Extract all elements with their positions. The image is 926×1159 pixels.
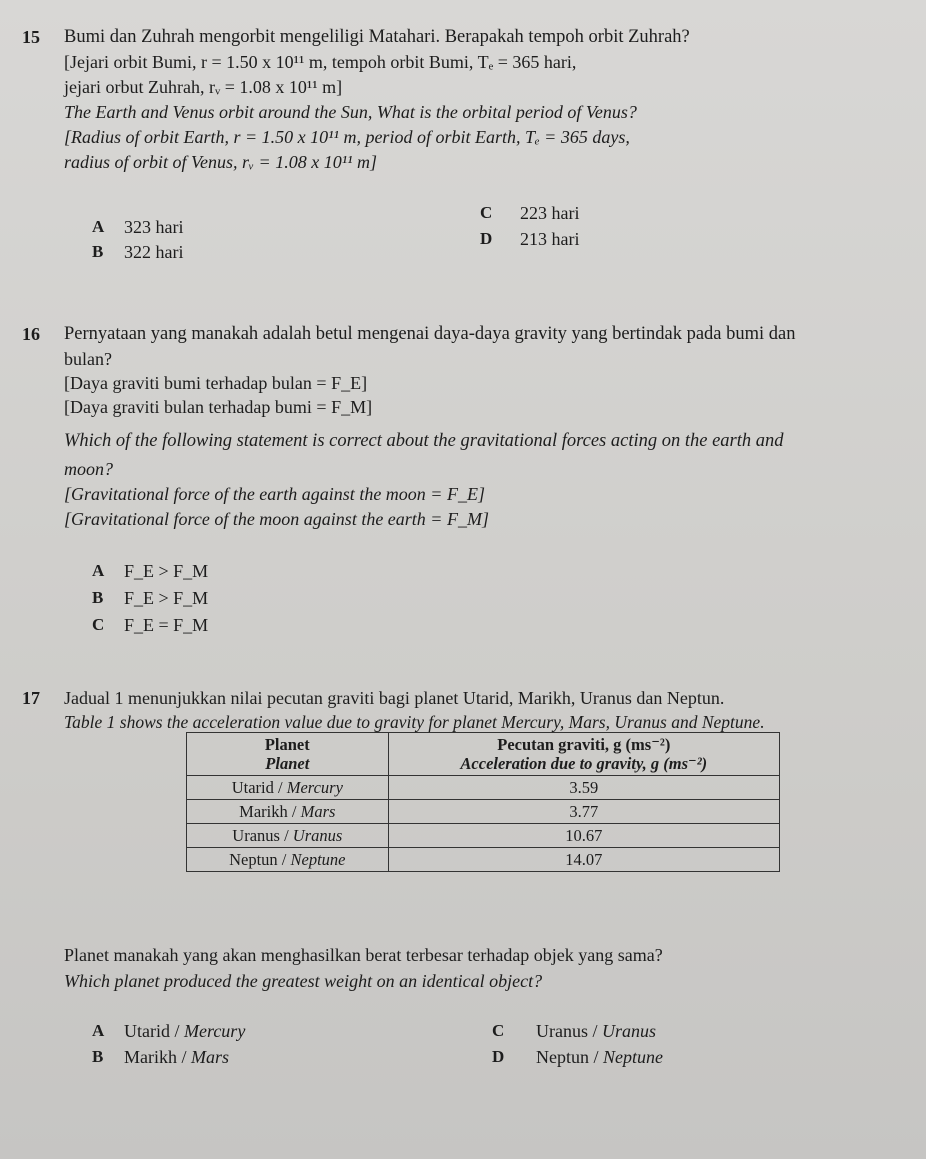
q15-option-c-letter[interactable]: C	[480, 203, 493, 222]
option-ms: Utarid	[124, 1021, 170, 1041]
q15-option-a-text[interactable]: 323 hari	[124, 217, 184, 237]
gravity-cell: 14.07	[388, 848, 779, 872]
planet-cell: Utarid / Mercury	[187, 776, 389, 800]
table-row	[187, 776, 780, 800]
planet-en: Mars	[300, 802, 336, 821]
header-planet-ms: Planet	[264, 735, 310, 754]
q17-option-a-letter[interactable]: A	[92, 1021, 105, 1040]
option-en: Mars	[191, 1047, 230, 1067]
option-ms: Uranus	[536, 1021, 588, 1041]
q17-ms-question: Planet manakah yang akan menghasilkan berat terbesar terhadap objek yang sama?	[64, 945, 663, 965]
q15-option-b-letter[interactable]: B	[92, 242, 104, 261]
q17-option-d-letter[interactable]: D	[492, 1047, 505, 1066]
header-gravity-ms: Pecutan graviti, g (ms⁻²)	[497, 735, 671, 754]
q15-en-line3: radius of orbit of Venus, rᵥ = 1.08 x 10¹¹ m]	[64, 152, 377, 172]
header-planet-en: Planet	[265, 754, 310, 773]
q17-option-d-text[interactable]: Neptun / Neptune	[536, 1047, 664, 1067]
planet-en: Mercury	[286, 778, 343, 797]
planet-cell: Neptun / Neptune	[187, 848, 389, 872]
q16-option-c-letter[interactable]: C	[92, 615, 105, 634]
question-15-number: 15	[22, 27, 40, 47]
question-16-number: 16	[22, 324, 40, 344]
q17-ms-line1: Jadual 1 menunjukkan nilai pecutan graviti bagi planet Utarid, Marikh, Uranus dan Neptun.	[64, 688, 725, 708]
option-ms: Neptun	[536, 1047, 589, 1067]
q17-option-b-text[interactable]: Marikh / Mars	[124, 1047, 230, 1067]
option-ms: Marikh	[124, 1047, 177, 1067]
q17-en-question: Which planet produced the greatest weight on an identical object?	[64, 971, 543, 991]
q15-option-b-text[interactable]: 322 hari	[124, 242, 184, 262]
gravity-cell: 10.67	[388, 824, 779, 848]
question-17-number: 17	[22, 688, 40, 708]
planet-ms: Marikh	[239, 802, 288, 821]
q15-en-line2: [Radius of orbit Earth, r = 1.50 x 10¹¹ m, period of orbit Earth, Tₑ = 365 days,	[64, 127, 630, 147]
option-en: Neptune	[603, 1047, 664, 1067]
gravity-cell: 3.77	[388, 800, 779, 824]
table-row	[187, 824, 780, 848]
q16-en-line2: moon?	[64, 459, 113, 479]
planet-ms: Uranus	[232, 826, 280, 845]
gravity-table	[186, 732, 780, 872]
q15-option-d-letter[interactable]: D	[480, 229, 493, 248]
option-en: Uranus	[602, 1021, 657, 1041]
gravity-cell: 3.59	[388, 776, 779, 800]
q16-ms-line2: bulan?	[64, 349, 112, 369]
q17-option-a-text[interactable]: Utarid / Mercury	[124, 1021, 246, 1041]
table-row	[187, 848, 780, 872]
q17-en-line1: Table 1 shows the acceleration value due to gravity for planet Mercury, Mars, Uranus and Neptune.	[64, 712, 765, 732]
q16-en-line3: [Gravitational force of the earth against the moon = F_E]	[64, 484, 485, 504]
table-row	[187, 800, 780, 824]
q16-ms-line4: [Daya graviti bulan terhadap bumi = F_M]	[64, 397, 373, 417]
q16-en-line1: Which of the following statement is correct about the gravitational forces acting on the earth and	[64, 431, 784, 451]
planet-en: Uranus	[292, 826, 343, 845]
q15-ms-line1: Bumi dan Zuhrah mengorbit mengeliligi Matahari. Berapakah tempoh orbit Zuhrah?	[64, 27, 690, 47]
q15-en-line1: The Earth and Venus orbit around the Sun, What is the orbital period of Venus?	[64, 102, 637, 122]
option-en: Mercury	[184, 1021, 246, 1041]
q15-option-a-letter[interactable]: A	[92, 217, 105, 236]
header-gravity-en: Acceleration due to gravity, g (ms⁻²)	[460, 754, 708, 773]
planet-ms: Utarid	[231, 778, 274, 797]
planet-en: Neptune	[290, 850, 346, 869]
q16-ms-line1: Pernyataan yang manakah adalah betul mengenai daya-daya gravity yang bertindak pada bumi dan	[64, 324, 796, 344]
q17-option-b-letter[interactable]: B	[92, 1047, 104, 1066]
planet-cell: Uranus / Uranus	[187, 824, 389, 848]
q16-ms-line3: [Daya graviti bumi terhadap bulan = F_E]	[64, 373, 368, 393]
q15-option-c-text[interactable]: 223 hari	[520, 203, 580, 223]
q16-option-a-letter[interactable]: A	[92, 561, 105, 580]
q16-option-b-text[interactable]: F_E > F_M	[124, 588, 209, 608]
header-planet	[187, 733, 389, 776]
q16-option-b-letter[interactable]: B	[92, 588, 104, 607]
q15-ms-line2: [Jejari orbit Bumi, r = 1.50 x 10¹¹ m, tempoh orbit Bumi, Tₑ = 365 hari,	[64, 52, 577, 72]
q16-en-line4: [Gravitational force of the moon against the earth = F_M]	[64, 509, 489, 529]
q15-option-d-text[interactable]: 213 hari	[520, 229, 580, 249]
planet-cell: Marikh / Mars	[187, 800, 389, 824]
q15-ms-line3: jejari orbut Zuhrah, rᵥ = 1.08 x 10¹¹ m]	[64, 77, 343, 97]
planet-ms: Neptun	[229, 850, 278, 869]
q17-option-c-text[interactable]: Uranus / Uranus	[536, 1021, 657, 1041]
q16-option-c-text[interactable]: F_E = F_M	[124, 615, 209, 635]
q16-option-a-text[interactable]: F_E > F_M	[124, 561, 209, 581]
header-gravity	[388, 733, 779, 776]
table-header-row	[187, 733, 780, 776]
q17-option-c-letter[interactable]: C	[492, 1021, 505, 1040]
